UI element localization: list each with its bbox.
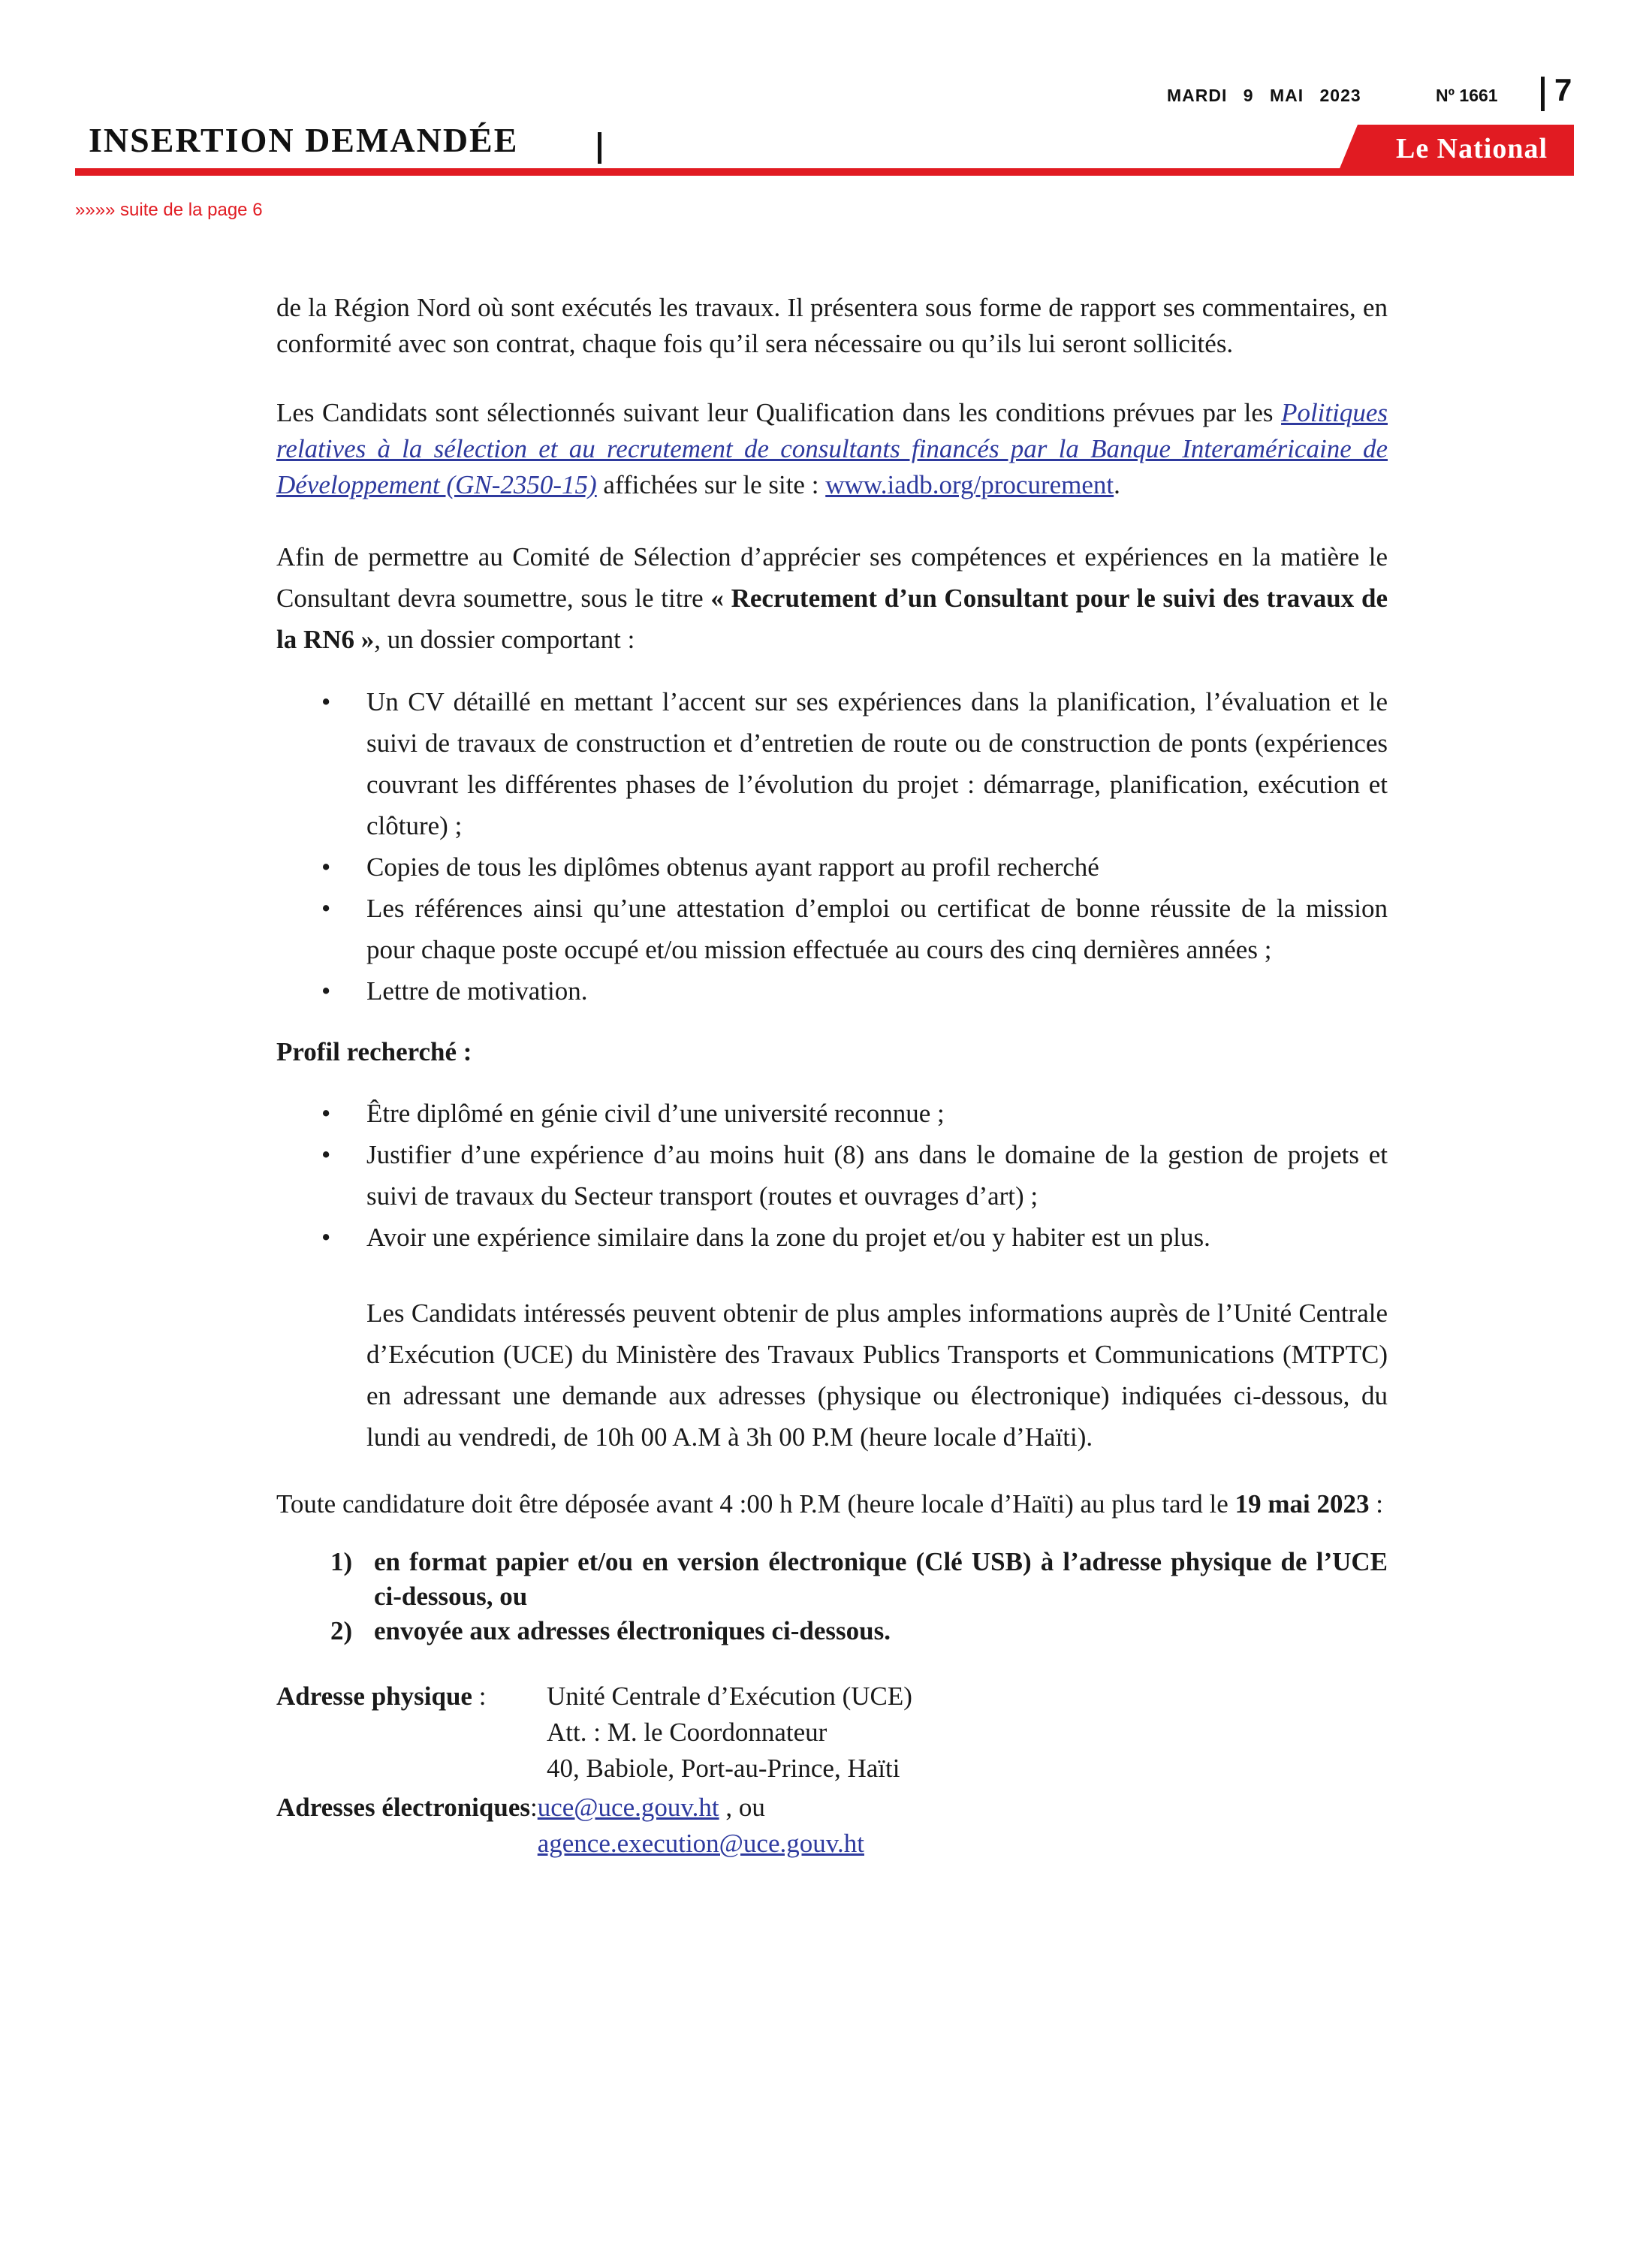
policy-link[interactable]: Politiques relatives à la sélection et au recrutement de consultants financés par la Banque Interaméricaine de Développement (GN-2350-15) <box>276 398 1388 499</box>
list-item-text: Copies de tous les diplômes obtenus ayant rapport au profil recherché <box>366 852 1099 882</box>
email-separator: , ou <box>719 1793 765 1822</box>
bullet-icon: • <box>321 1140 331 1169</box>
list-item-text: envoyée aux adresses électroniques ci-dessous. <box>374 1616 891 1645</box>
list-item <box>276 970 1388 1012</box>
item-number: 2) <box>330 1616 353 1645</box>
bullet-icon: • <box>321 1223 331 1252</box>
continued-from: »»»» suite de la page 6 <box>75 200 263 220</box>
submission-list <box>276 1545 1388 1648</box>
deadline-suffix: : <box>1369 1489 1383 1519</box>
intro-paragraph: de la Région Nord où sont exécutés les travaux. Il présentera sous forme de rapport ses commentaires, en conformité avec son contrat, chaque fois qu’il sera nécessaire ou qu’ils lui seront sollicités. <box>276 293 1388 358</box>
newspaper-brand: Le National <box>1395 133 1548 164</box>
info-paragraph: Les Candidats intéressés peuvent obtenir de plus amples informations auprès de l’Unité Centrale d’Exécution (UCE) du Ministère des Travaux Publics Transports et Communications (MTPTC) en adressant une demande aux adresses (physique ou électronique) indiquées ci-dessous, du lundi au vendredi, de 10h 00 A.M à 3h 00 P.M (heure locale d’Haïti). <box>366 1298 1388 1452</box>
list-item <box>276 1545 1388 1614</box>
list-item-text: Avoir une expérience similaire dans la zone du projet et/ou y habiter est un plus. <box>366 1223 1210 1252</box>
list-item-text: Lettre de motivation. <box>366 976 588 1006</box>
section-divider <box>598 132 601 164</box>
list-item-text: Un CV détaillé en mettant l’accent sur ses expériences dans la planification, l’évaluation et le suivi de travaux de construction et d’entretien de route ou de construction de ponts (expériences couvrant les différentes phases de l’évolution du projet : démarrage, planification, exécution et clôture) ; <box>366 687 1388 840</box>
email-label <box>276 1790 538 1862</box>
bullet-icon: • <box>321 976 331 1006</box>
address-label-text: Adresse physique <box>276 1681 472 1711</box>
dossier-title: « Recrutement d’un Consultant pour le suivi des travaux de la RN6 » <box>276 584 1388 654</box>
email-addresses <box>276 1790 1388 1862</box>
list-item-text: en format papier et/ou en version électronique (Clé USB) à l’adresse physique de l’UCE ci-dessous, ou <box>374 1547 1388 1611</box>
email-values <box>538 1790 864 1862</box>
address-line: Unité Centrale d’Exécution (UCE) <box>547 1681 912 1711</box>
selection-prefix: Les Candidats sont sélectionnés suivant leur Qualification dans les conditions prévues par les <box>276 398 1282 427</box>
list-item-text: Être diplômé en génie civil d’une université reconnue ; <box>366 1099 945 1128</box>
email-colon: : <box>530 1793 538 1822</box>
selection-middle: affichées sur le site : <box>596 470 826 499</box>
selection-paragraph <box>276 395 1388 503</box>
list-item <box>276 1217 1388 1258</box>
issue-date: MARDI 9 MAI 2023 <box>1167 86 1361 105</box>
page-divider <box>1541 77 1545 111</box>
list-item <box>276 888 1388 970</box>
bullet-icon: • <box>321 852 331 882</box>
list-item <box>276 1134 1388 1217</box>
profile-heading: Profil recherché : <box>276 1037 472 1066</box>
list-item-text: Les références ainsi qu’une attestation d’emploi ou certificat de bonne réussite de la mission pour chaque poste occupé et/ou mission effectuée au cours des cinq dernières années ; <box>366 894 1388 964</box>
list-item-text: Justifier d’une expérience d’au moins huit (8) ans dans le domaine de la gestion de projets et suivi de travaux du Secteur transport (routes et ouvrages d’art) ; <box>366 1140 1388 1211</box>
dossier-list <box>276 681 1388 1012</box>
deadline-paragraph <box>276 1486 1388 1522</box>
email-link-uce[interactable]: uce@uce.gouv.ht <box>537 1793 719 1822</box>
dossier-suffix: , un dossier comportant : <box>374 625 635 654</box>
bullet-icon: • <box>321 894 331 923</box>
dossier-paragraph <box>276 536 1388 660</box>
address-colon: : <box>472 1681 487 1711</box>
list-item <box>276 846 1388 888</box>
profile-list <box>276 1093 1388 1258</box>
issue-number: Nº 1661 <box>1436 86 1498 105</box>
physical-address <box>276 1678 1388 1787</box>
bullet-icon: • <box>321 687 331 716</box>
article-body <box>276 290 1388 1862</box>
deadline-prefix: Toute candidature doit être déposée avant 4 :00 h P.M (heure locale d’Haïti) au plus tard le <box>276 1489 1235 1519</box>
section-title: INSERTION DEMANDÉE <box>89 121 519 159</box>
selection-suffix: . <box>1114 470 1120 499</box>
list-item <box>276 681 1388 846</box>
address-lines <box>547 1678 912 1787</box>
address-line: 40, Babiole, Port-au-Prince, Haïti <box>547 1754 900 1783</box>
list-item <box>276 1093 1388 1134</box>
page-number: 7 <box>1554 72 1572 107</box>
address-label <box>276 1678 547 1787</box>
address-line: Att. : M. le Coordonnateur <box>547 1718 828 1747</box>
email-label-text: Adresses électroniques <box>276 1793 530 1822</box>
deadline-date: 19 mai 2023 <box>1234 1489 1370 1519</box>
dossier-prefix: Afin de permettre au Comité de Sélection d’apprécier ses compétences et expériences en la matière le Consultant devra soumettre, sous le titre <box>276 542 1388 613</box>
email-link-agence[interactable]: agence.execution@uce.gouv.ht <box>537 1829 864 1858</box>
bullet-icon: • <box>321 1099 331 1128</box>
item-number: 1) <box>330 1547 353 1576</box>
list-item <box>276 1614 1388 1648</box>
procurement-link[interactable]: www.iadb.org/procurement <box>825 470 1114 499</box>
